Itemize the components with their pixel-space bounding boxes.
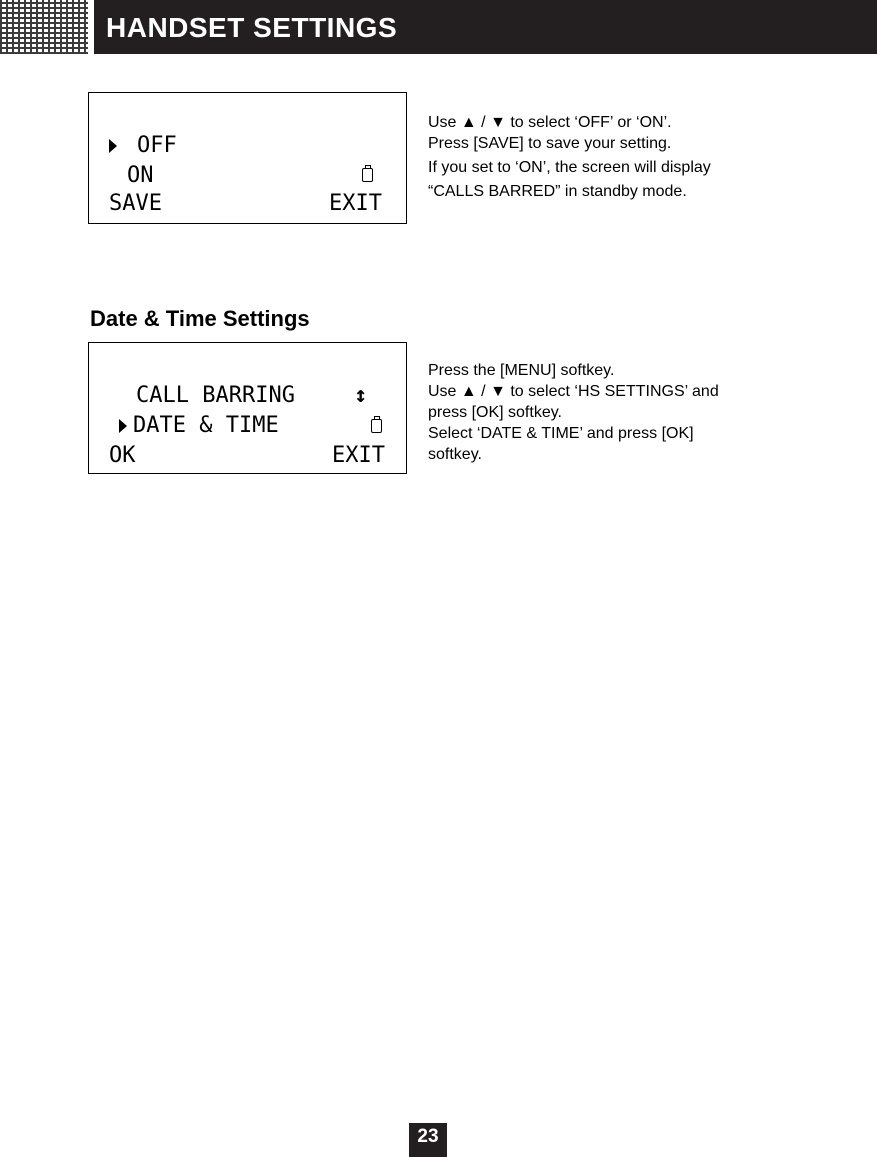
instruction-line: Use ▲ / ▼ to select ‘OFF’ or ‘ON’. (428, 114, 672, 131)
instructions-call-barring (428, 112, 788, 202)
header-pattern (0, 0, 88, 54)
page-number: 23 (409, 1123, 447, 1157)
instruction-line: Use ▲ / ▼ to select ‘HS SETTINGS’ and (428, 383, 719, 400)
lcd-softkey-ok: OK (109, 443, 136, 468)
instruction-line: If you set to ‘ON’, the screen will display (428, 159, 711, 176)
selection-arrow-icon (109, 139, 117, 153)
lcd-softkey-save: SAVE (109, 191, 162, 216)
lcd-option-on: ON (127, 163, 154, 188)
lcd-softkey-exit: EXIT (332, 443, 385, 468)
battery-icon (371, 419, 382, 433)
instructions-date-time (428, 360, 788, 465)
instruction-line: softkey. (428, 446, 482, 463)
lcd-option-off: OFF (137, 133, 177, 158)
instruction-line: “CALLS BARRED” in standby mode. (428, 183, 687, 200)
selection-arrow-icon (119, 419, 127, 433)
lcd-menu-item-date-time: DATE & TIME (133, 413, 279, 438)
battery-icon (362, 168, 373, 182)
instruction-line: Press [SAVE] to save your setting. (428, 135, 672, 152)
section-heading: Date & Time Settings (90, 306, 310, 331)
header-bar (94, 0, 877, 54)
lcd-screen-call-barring (88, 92, 407, 224)
lcd-softkey-exit: EXIT (329, 191, 382, 216)
lcd-menu-item-call-barring: CALL BARRING (136, 383, 295, 408)
page-title: HANDSET SETTINGS (106, 12, 398, 43)
scroll-updown-icon: ↕ (354, 383, 368, 408)
instruction-line: press [OK] softkey. (428, 404, 562, 421)
instruction-line: Select ‘DATE & TIME’ and press [OK] (428, 425, 694, 442)
instruction-line: Press the [MENU] softkey. (428, 362, 615, 379)
lcd-screen-date-time (88, 342, 407, 474)
